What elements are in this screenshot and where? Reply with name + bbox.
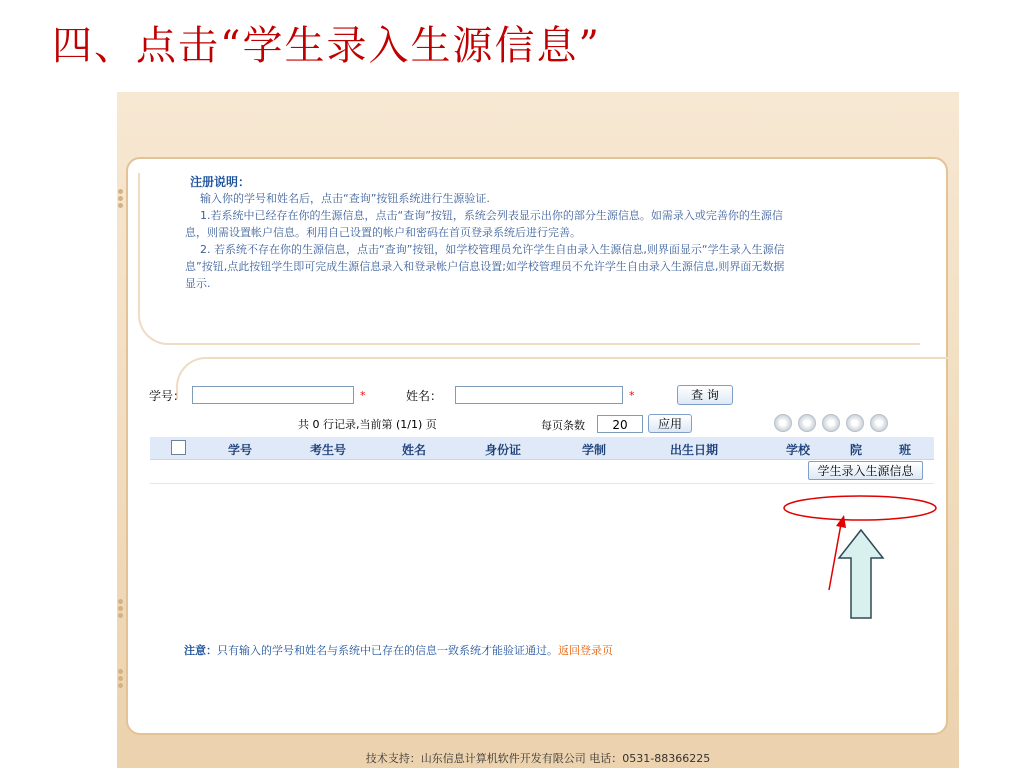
header-college[interactable]: 院 [850, 443, 863, 457]
note-text: 只有输入的学号和姓名与系统中已存在的信息一致系统才能验证通过。 [217, 644, 558, 657]
notice-line: 输入你的学号和姓名后，点击“查询”按钮系统进行生源验证. [200, 192, 490, 205]
next-icon[interactable]: ▶ [846, 414, 864, 432]
slide-title: 四、点击“学生录入生源信息” [52, 23, 601, 69]
per-page-label: 每页条数 [541, 419, 585, 432]
last-icon[interactable]: ⏭ [870, 414, 888, 432]
annotation-overlay [117, 92, 959, 768]
student-entry-button[interactable]: 学生录入生源信息 [808, 461, 923, 480]
header-name[interactable]: 姓名 [402, 443, 427, 457]
notice-line: 息”按钮,点此按钮学生即可完成生源信息录入和登录帐户信息设置;如学校管理员不允许学生自由录入生源信息,则界面无数据 [185, 260, 785, 273]
first-icon[interactable]: ⏮ [798, 414, 816, 432]
prev-icon[interactable]: ◀ [822, 414, 840, 432]
header-birth-date[interactable]: 出生日期 [670, 443, 719, 457]
back-to-login-link[interactable]: 返回登录页 [558, 644, 613, 657]
apply-button[interactable]: 应用 [648, 414, 692, 433]
up-arrow-icon [839, 530, 883, 618]
pointer-arrowhead [836, 515, 846, 528]
student-id-label: 学号： [149, 389, 186, 403]
per-page-input[interactable]: 20 [597, 415, 643, 433]
header-exam-number[interactable]: 考生号 [310, 443, 347, 457]
note-prefix: 注意： [184, 644, 217, 657]
screenshot-frame [117, 92, 959, 768]
go-icon[interactable]: ▶ [774, 414, 792, 432]
header-education-length[interactable]: 学制 [582, 443, 607, 457]
required-mark: * [629, 389, 635, 402]
record-summary: 共 0 行记录,当前第 (1/1) 页 [298, 418, 437, 431]
required-mark: * [360, 389, 366, 402]
notice-line: 1.若系统中已经存在你的生源信息，点击“查询”按钮，系统会列表显示出你的部分生源信息。如需录入或完善你的生源信 [200, 209, 783, 222]
name-label: 姓名： [406, 389, 443, 403]
header-student-id[interactable]: 学号 [228, 443, 253, 457]
notice-title: 注册说明： [190, 175, 251, 189]
notice-line: 息，则需设置帐户信息。利用自己设置的帐户和密码在首页登录系统后进行完善。 [185, 226, 581, 239]
footer-support: 技术支持：山东信息计算机软件开发有限公司 电话：0531-88366225 [365, 752, 711, 765]
header-id-card[interactable]: 身份证 [485, 443, 522, 457]
header-class[interactable]: 班 [899, 443, 912, 457]
notice-line: 显示. [185, 277, 211, 290]
notice-line: 2. 若系统不存在你的生源信息，点击“查询”按钮，如学校管理员允许学生自由录入生源信息,则界面显示“学生录入生源信 [200, 243, 785, 256]
highlight-ellipse [784, 496, 936, 520]
query-button[interactable]: 查 询 [677, 385, 733, 405]
header-school[interactable]: 学校 [786, 443, 811, 457]
